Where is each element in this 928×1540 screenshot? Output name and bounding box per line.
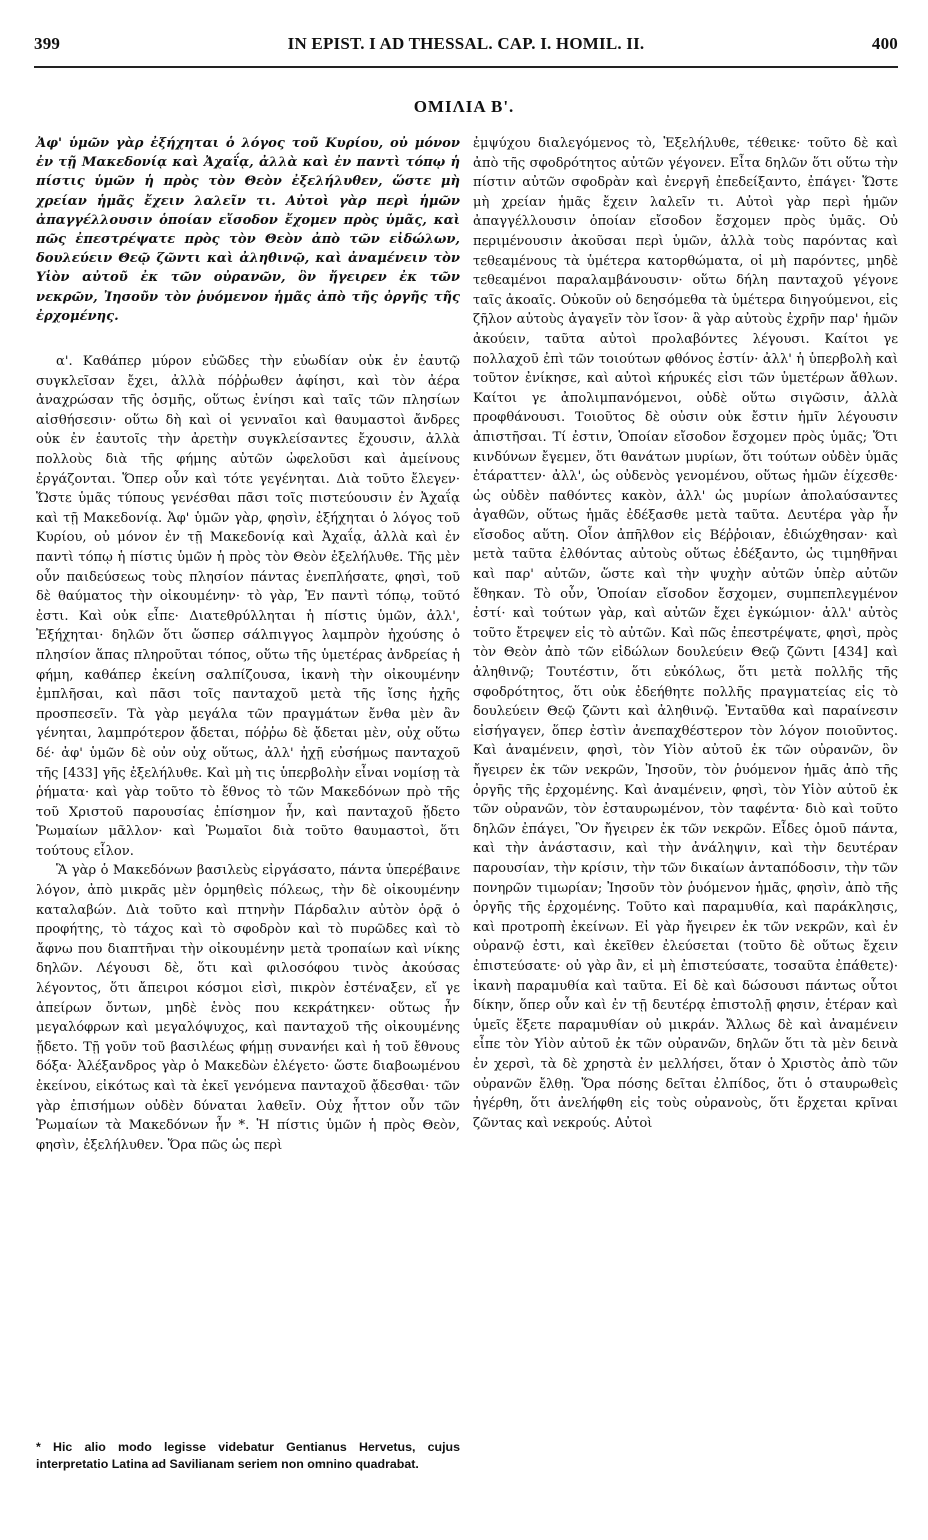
paragraph: Ἃ γὰρ ὁ Μακεδόνων βασιλεὺς εἰργάσατο, πάντα ὑπερέβαινε λόγον, ἀπὸ μικρᾶς μὲν ὁρμηθεὶς πόλεως, τὴν δὲ οἰκουμένην καταλαβών. Διὰ τοῦτο καὶ πτηνὴν Πάρδαλιν αὐτὸν ὁρᾷ ὁ προφήτης, τὸ τάχος καὶ τὸ σφοδρὸν καὶ τὸ πυρῶδες καὶ τὸ ἄφνω που διαπτῆναι τὴν οἰκουμένην μετὰ τροπαίων καὶ νίκης δηλῶν. Λέγουσι δὲ, ὅτι καὶ φιλοσόφου τινὸς ἀκούσας λέγοντος, ὅτι ἄπειροι κόσμοι εἰσὶ, πικρὸν ἐστέναξεν, εἴ γε ἀπείρων ὄντων, μηδὲ ἑνὸς που κεκράτηκεν· οὕτως ἦν μεγαλόφρων καὶ μεγαλόψυχος, καὶ πανταχοῦ τῆς οἰκουμένης ᾔδετο. Τῇ γοῦν τοῦ βασιλέως φήμῃ συνανήει καὶ ἡ τοῦ ἔθνους δόξα· Ἀλέξανδρος γὰρ ὁ Μακεδὼν ἐλέγετο· ὥστε διαβοωμένου ἐκείνου, εἰκότως καὶ τὰ ἐκεῖ γενόμενα πανταχοῦ ᾄδεσθαι· τῶν γὰρ ἐπισήμων οὐδὲν δύναται λαθεῖν. Οὐχ ἧττον οὖν τῶν Ῥωμαίων τὰ Μακεδόνων ἦν *. Ἡ πίστις ὑμῶν ἡ πρὸς Θεὸν, φησὶν, ἐξελήλυθεν. Ὅρα πῶς ὡς περὶ — [36, 863, 460, 1153]
page-number-right: 400 — [871, 34, 898, 53]
footnote-text: * Hic alio modo legisse videbatur Gentianus Hervetus, cujus interpretatio Latina ad Savilianam seriem non omnino quadrabat. — [36, 1440, 460, 1471]
left-column — [36, 134, 460, 1155]
page-number-left: 399 — [34, 34, 61, 53]
header-rule — [34, 66, 898, 68]
scripture-lemma: Ἀφ' ὑμῶν γὰρ ἐξήχηται ὁ λόγος τοῦ Κυρίου, οὐ μόνον ἐν τῇ Μακεδονίᾳ καὶ Ἀχαΐᾳ, ἀλλὰ καὶ ἐν παντὶ τόπῳ ἡ πίστις ὑμῶν ἡ πρὸς τὸν Θεὸν ἐξελήλυθεν, ὥστε μὴ χρείαν ἡμᾶς ἔχειν λαλεῖν τι. Αὐτοὶ γὰρ περὶ ἡμῶν ἀπαγγέλλουσιν ὁποίαν εἴσοδον ἔχομεν πρὸς ὑμᾶς, καὶ πῶς ἐπεστρέψατε πρὸς τὸν Θεὸν ἀπὸ τῶν εἰδώλων, δουλεύειν Θεῷ ζῶντι καὶ ἀληθινῷ, καὶ ἀναμένειν τὸν Υἱὸν αὐτοῦ ἐκ τῶν οὐρανῶν, ὃν ἤγειρεν ἐκ τῶν νεκρῶν, Ἰησοῦν τὸν ῥυόμενον ἡμᾶς ἀπὸ τῆς ὀργῆς τῆς ἐρχομένης. — [36, 136, 460, 324]
running-header — [34, 34, 898, 56]
running-title: IN EPIST. I AD THESSAL. CAP. I. HOMIL. II. — [287, 34, 645, 53]
paragraph: ἐμψύχου διαλεγόμενος τὸ, Ἐξελήλυθε, τέθεικε· τοῦτο δὲ καὶ ἀπὸ τῆς σφοδρότητος αὐτῶν γέγονεν. Εἶτα δηλῶν ὅτι οὕτω τὴν πίστιν αὐτῶν σφοδρὰν καὶ ἐνεργῆ ἐπεδείξαντο, ἐπάγει· Ὥστε μὴ χρείαν ἡμᾶς ἔχειν λαλεῖν τι. Αὐτοὶ γὰρ περὶ ἡμῶν ἀπαγγέλλουσιν ὁποίαν εἴσοδον ἔσχομεν πρὸς ὑμᾶς. Οὐ περιμένουσιν ἀκοῦσαι περὶ ὑμῶν, ἀλλὰ τοὺς παρόντας καὶ τεθεαμένους τὰ ὑμέτερα κατορθώματα, οἱ μὴ παρόντες, μηδὲ τεθεαμένοι παραλαμβάνουσιν· οὕτω δήλη πανταχοῦ γέγονε ταῖς ἀκοαῖς. Οὐκοῦν οὐ δεησόμεθα τὰ ὑμέτερα διηγούμενοι, εἰς ζῆλον αὐτοὺς ἀγαγεῖν τὸν ἴσον· ἃ γὰρ αὐτοὺς ἐχρῆν παρ' ἡμῶν ἀκούειν, ταῦτα αὐτοὶ προλαβόντες λέγουσι. Καίτοι γε πολλαχοῦ ἐπὶ τῶν τοιούτων φθόνος ἐστίν· ἀλλ' ἡ ὑπερβολὴ καὶ τοῦτον ἐνίκησε, καὶ αὐτοὶ κήρυκές εἰσι τῶν ὑμετέρων ἄθλων. Καίτοι γε ἀπολιμπανόμενοι, οὐδὲ οὕτω σιγῶσιν, ἀλλὰ προφθάνουσι. Τοιοῦτος δὲ οὐσιν οὐκ ἔστιν ἡμῖν λέγουσιν ἀπιστῆσαι. Τί ἐστιν, Ὁποίαν εἴσοδον ἔσχομεν πρὸς ὑμᾶς; Ὅτι κινδύνων ἔγεμεν, ὅτι θανάτων μυρίων, ὅτι τούτων οὐδὲν ὑμᾶς ἐτάραττεν· ἀλλ', ὡς οὐδενὸς γενομένου, οὕτως ἡμῶν ἐίχεσθε· ὡς οὐδὲν παθόντες κακὸν, ἀλλ' ὡς μυρίων ἀπολαύσαντες ἀγαθῶν, οὕτως ἡμᾶς ἐδέξασθε μετὰ ταῦτα. Δευτέρα γὰρ ἦν εἴσοδος αὕτη. Οἷον ἀπῆλθον εἰς Βέῤῥοιαν, ἐδιώχθησαν· καὶ μετὰ ταῦτα ἐλθόντας αὐτοὺς οὕτως ἐδέξαντο, ὡς τιμηθῆναι καὶ παρ' αὐτῶν, ὥστε καὶ τὴν ψυχὴν αὐτῶν ὑπὲρ αὐτῶν ἔθηκαν. Τὸ οὖν, Ὁποίαν εἴσοδον ἔσχομεν, συμπεπλεγμένον ἐστί· καὶ τούτων γὰρ, καὶ αὐτῶν ἔχει ἐγκώμιον· ἀλλ' αὐτὸς τοῦτο ἔτρεψεν εἰς τὸ αὐτῶν. Καὶ πῶς ἐπεστρέψατε, φησὶ, πρὸς τὸν Θεὸν ἀπὸ τῶν εἰδώλων δουλεύειν Θεῷ ζῶντι [434] καὶ ἀληθινῷ; Τουτέστιν, ὅτι εὐκόλως, ὅτι μετὰ πολλῆς τῆς σφοδρότητος, ὅτι οὐκ ἐδεήθητε πολλῆς πραγματείας εἰς τὸ δουλεύειν Θεῷ ζῶντι καὶ ἀληθινῷ. Ἐνταῦθα καὶ παραίνεσιν εἰσήγαγεν, ὅπερ ἐστὶν ἀνεπαχθέστερον τὸν λόγον ποιοῦντος. Καὶ ἀναμένειν, φησὶ, τὸν Υἱὸν αὐτοῦ ἐκ τῶν οὐρανῶν, ὃν ἤγειρεν ἐκ τῶν νεκρῶν, Ἰησοῦν, τὸν ῥυόμενον ἡμᾶς ἀπὸ τῆς ὀργῆς τῆς ἐρχομένης. Καὶ ἀναμένειν, φησὶ, τὸν Υἱὸν αὐτοῦ ἐκ τῶν οὐρανῶν, τὸν ἐσταυρωμένον, τὸν ταφέντα· διὸ καὶ τοῦτο δηλῶν ἐπάγει, Ὃν ἤγειρεν ἐκ τῶν νεκρῶν. Εἶδες ὁμοῦ πάντα, καὶ τὴν ἀνάστασιν, καὶ τὴν ἀνάληψιν, καὶ τὴν δευτέραν παρουσίαν, τὴν κρίσιν, τὴν τῶν δικαίων ἀνταπόδοσιν, τὴν τῶν πονηρῶν τιμωρίαν; Ἰησοῦν τὸν ῥυόμενον ἡμᾶς, φησὶν, ἀπὸ τῆς ὀργῆς τῆς ἐρχομένης. Τοῦτο καὶ παραμυθία, καὶ παράκλησις, καὶ προτροπὴ ἐκείνων. Εἰ γὰρ ἤγειρεν ἐκ τῶν νεκρῶν, καὶ ἐν οὐρανῷ ἐστι, καὶ ἐκεῖθεν ἐλεύσεται (τοῦτο δὲ οὕτως ἔχειν ἐπιστεύσατε· οὐ γὰρ ἂν, εἰ μὴ ἐπιστεύσατε, τοσαῦτα ἐπάθετε)· ἱκανὴ παραμυθία καὶ ταῦτα. Εἰ δὲ καὶ δώσουσι πάντως οὗτοι δίκην, ὅπερ οὖν καὶ ἐν τῇ δευτέρᾳ ἐπιστολῇ φησιν, ἑτέραν καὶ ὑμεῖς ἕξετε παραμυθίαν οὐ μικράν. Ἄλλως δὲ καὶ ἀναμένειν εἶπε τὸν Υἱὸν αὐτοῦ ἐκ τῶν οὐρανῶν, δηλῶν ὅτι τὰ μὲν δεινὰ ἐν χερσὶ, τὰ δὲ χρηστὰ ἐν μελλήσει, ὅταν ὁ Χριστὸς ἀπὸ τῶν οὐρανῶν ἔλθῃ. Ὅρα πόσης δεῖται ἐλπίδος, ὅτι ὁ σταυρωθεὶς ἠγέρθη, ὅτι ἀνελήφθη εἰς τοὺς οὐρανοὺς, ὅτι ἔρχεται κρῖναι ζῶντας καὶ νεκρούς. Αὐτοὶ — [473, 136, 898, 1131]
homily-title: ΟΜΙΛΙΑ Β'. — [413, 97, 515, 116]
paragraph: α'. Καθάπερ μύρον εὐῶδες τὴν εὐωδίαν οὐκ ἐν ἑαυτῷ συγκλεῖσαν ἔχει, ἀλλὰ πόῤῥωθεν ἀφίησι, καὶ τὸν ἀέρα ἀναχρώσαν τῆς ὀσμῆς, οὕτως ἐνίησι καὶ ταῖς τῶν πλησίων αἰσθήσεσιν· οὕτω δὴ καὶ οἱ γενναῖοι καὶ θαυμαστοὶ ἄνδρες οὐκ ἐν ἑαυτοῖς τὴν ἀρετὴν συγκλείσαντες ἔχουσιν, ἀλλὰ πολλοὺς διὰ τῆς φήμης αὐτῶν ὠφελοῦσι καὶ ἀμείνους ἐργάζονται. Ὅπερ οὖν καὶ τότε γεγένηται. Διὰ τοῦτο ἔλεγεν· Ὥστε ὑμᾶς τύπους γενέσθαι πᾶσι τοῖς πιστεύουσιν ἐν Ἀχαΐᾳ καὶ τῇ Μακεδονίᾳ. Ἀφ' ὑμῶν γὰρ, φησὶν, ἐξήχηται ὁ λόγος τοῦ Κυρίου, οὐ μόνον ἐν τῇ Μακεδονίᾳ καὶ Ἀχαΐᾳ, ἀλλὰ καὶ ἐν παντὶ τόπῳ ἡ πίστις ὑμῶν ἡ πρὸς τὸν Θεὸν ἐξελήλυθε. Τῆς μὲν οὖν παιδεύσεως τοὺς πλησίον πάντας ἐνεπλήσατε, φησὶ, τοῦ δὲ θαύματος τὴν οἰκουμένην· τὸ γὰρ, Ἐν παντὶ τόπῳ, τοῦτό ἐστι. Καὶ οὐκ εἶπε· Διατεθρύλληται ἡ πίστις ὑμῶν, ἀλλ', Ἐξήχηται· δηλῶν ὅτι ὥσπερ σάλπιγγος λαμπρὸν ἠχούσης ὁ πλησίον ἅπας πληροῦται τόπος, οὕτω τῆς ὑμετέρας ἀνδρείας ἡ φήμη, καθάπερ ἐκείνη σαλπίζουσα, ἱκανὴ τὴν οἰκουμένην ἐμπλῆσαι, καὶ πᾶσι τοῖς πανταχοῦ μετὰ τῆς ἴσης ἠχῆς προσπεσεῖν. Τὰ γὰρ μεγάλα τῶν πραγμάτων ἔνθα μὲν ἂν γένηται, λαμπρότερον ᾄδεται, πόῤῥω δὲ ᾄδεται μὲν, οὐχ οὕτω δέ· ἀφ' ὑμῶν δὲ οὐν οὐχ οὕτως, ἀλλ' ἠχῇ εὐσήμως πανταχοῦ τῆς [433] γῆς ἐξελήλυθε. Καὶ μὴ τις ὑπερβολὴν εἶναι νομίσῃ τὰ ῥήματα· καὶ γὰρ τοῦτο τὸ ἔθνος τὸ τῶν Μακεδόνων πρὸ τῆς τοῦ Χριστοῦ παρουσίας ἐπίσημον ἦν, καὶ πανταχοῦ ᾔδετο Ῥωμαίων μᾶλλον· καὶ Ῥωμαῖοι διὰ τοῦτο θαυμαστοὶ, ὅτι τούτους εἷλον. — [36, 354, 460, 859]
footnote — [36, 1439, 460, 1473]
right-column — [473, 134, 898, 1133]
